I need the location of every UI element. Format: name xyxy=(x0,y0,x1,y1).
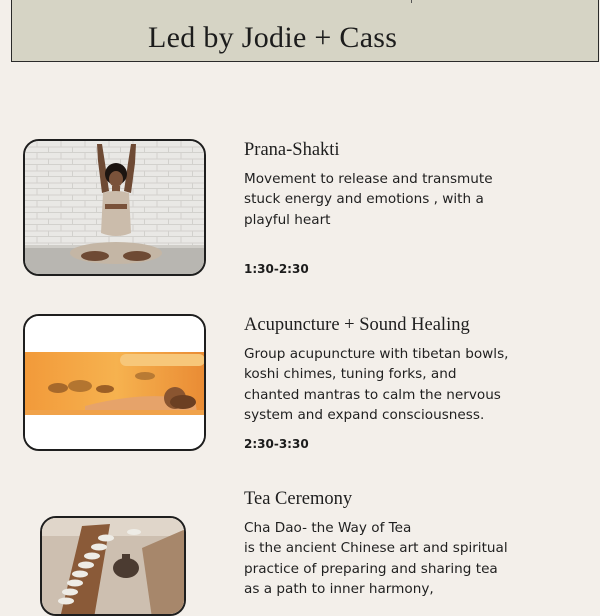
session-title: Tea Ceremony xyxy=(244,489,353,509)
sound-healing-image xyxy=(23,314,206,451)
session-title: Prana-Shakti xyxy=(244,140,340,160)
divider-tick xyxy=(411,0,412,3)
session-time: 2:30-3:30 xyxy=(244,437,309,451)
header-title: Led by Jodie + Cass xyxy=(148,21,398,54)
tea-ceremony-image xyxy=(40,516,186,616)
yoga-meditation-image xyxy=(23,139,206,276)
session-title: Acupuncture + Sound Healing xyxy=(244,315,470,335)
session-description: Movement to release and transmute stuck energy and emotions , with a playful heart xyxy=(244,171,493,228)
session-description: Cha Dao- the Way of Tea is the ancient Chinese art and spiritual practice of preparing and sharing tea as a path to inner harmony, xyxy=(244,520,508,598)
session-time: 1:30-2:30 xyxy=(244,262,309,276)
header-banner xyxy=(11,0,599,62)
session-description: Group acupuncture with tibetan bowls, koshi chimes, tuning forks, and chanted mantras to calm the nervous system and expand consciousness. xyxy=(244,346,509,424)
